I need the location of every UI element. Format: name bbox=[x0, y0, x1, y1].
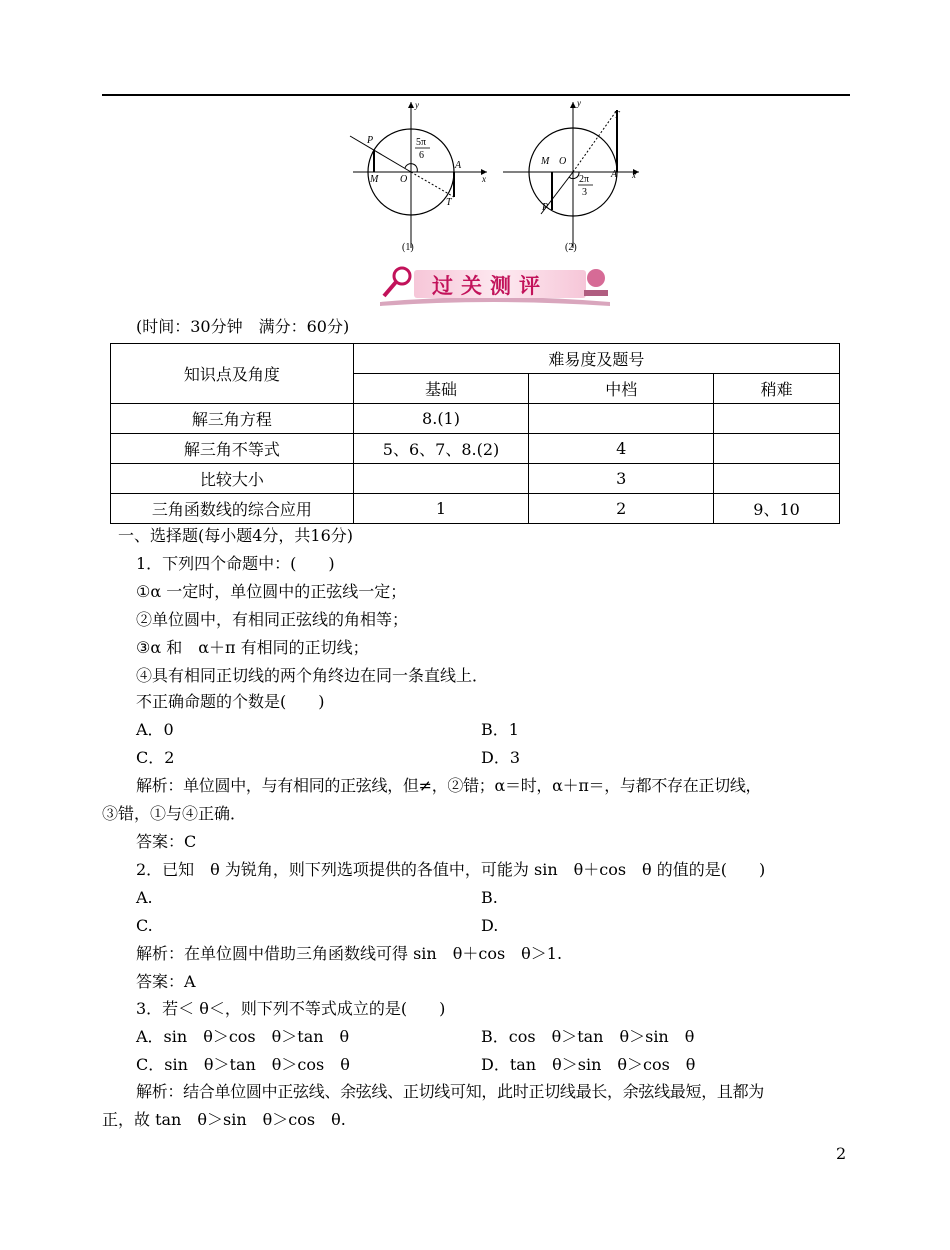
q1-stem: 1．下列四个命题中：( ) bbox=[136, 554, 335, 573]
cell-basic bbox=[353, 464, 529, 494]
cell-medium: 2 bbox=[529, 494, 714, 524]
q1-statement-3: ③α 和 α＋π 有相同的正切线； bbox=[136, 638, 369, 657]
fig2-angle-num: 2π bbox=[579, 174, 590, 185]
cell-medium: 4 bbox=[529, 434, 714, 464]
page-number: 2 bbox=[836, 1144, 847, 1163]
globe-icon bbox=[587, 269, 605, 287]
q2-answer: 答案：A bbox=[136, 972, 196, 991]
q2-option-a: A. bbox=[136, 888, 153, 907]
q3-option-c: C．sin θ＞tan θ＞cos θ bbox=[136, 1055, 350, 1074]
fig1-t-label: T bbox=[446, 197, 452, 208]
q1-analysis-cont: ③错，①与④正确． bbox=[102, 804, 247, 823]
table-row bbox=[111, 434, 840, 464]
fig2-y-label: y bbox=[577, 98, 581, 108]
cell-topic: 解三角方程 bbox=[111, 404, 354, 434]
q3-option-b: B．cos θ＞tan θ＞sin θ bbox=[481, 1027, 695, 1046]
level-hard: 稍难 bbox=[714, 374, 840, 404]
cell-hard bbox=[714, 434, 840, 464]
cell-topic: 解三角不等式 bbox=[111, 434, 354, 464]
q1-statement-2: ②单位圆中，有相同正弦线的角相等； bbox=[136, 610, 409, 629]
cell-basic: 5、6、7、8.(2) bbox=[353, 434, 529, 464]
q1-statement-4: ④具有相同正切线的两个角终边在同一条直线上． bbox=[136, 666, 489, 685]
q1-statement-1: ①α 一定时，单位圆中的正弦线一定； bbox=[136, 582, 407, 601]
q2-option-d: D. bbox=[481, 916, 499, 935]
level-medium: 中档 bbox=[529, 374, 714, 404]
table-row bbox=[111, 464, 840, 494]
header-rule bbox=[102, 94, 850, 96]
q2-option-c: C. bbox=[136, 916, 153, 935]
fig1-angle-num: 5π bbox=[416, 137, 427, 148]
fig1-p-label: P bbox=[367, 135, 374, 146]
time-info: (时间：30分钟 满分：60分) bbox=[136, 317, 350, 336]
cell-hard: 9、10 bbox=[714, 494, 840, 524]
fig1-y-label: y bbox=[415, 100, 419, 110]
table-row bbox=[111, 494, 840, 524]
cell-medium bbox=[529, 404, 714, 434]
fig2-t-label: T bbox=[614, 110, 620, 121]
q3-stem: 3．若＜ θ＜，则下列不等式成立的是( ) bbox=[136, 999, 446, 1018]
fig1-o-label: O bbox=[400, 174, 408, 185]
cell-topic: 比较大小 bbox=[111, 464, 354, 494]
cell-hard bbox=[714, 464, 840, 494]
fig1-x-label: x bbox=[482, 174, 486, 184]
q1-ask: 不正确命题的个数是( ) bbox=[136, 692, 325, 711]
q3-option-d: D．tan θ＞sin θ＞cos θ bbox=[481, 1055, 696, 1074]
q2-option-b: B. bbox=[481, 888, 498, 907]
level-basic: 基础 bbox=[353, 374, 529, 404]
cell-topic: 三角函数线的综合应用 bbox=[111, 494, 354, 524]
fig2-o-label: O bbox=[559, 156, 567, 167]
knowledge-table bbox=[110, 343, 840, 524]
banner-title: 过关测评 bbox=[432, 274, 548, 298]
q1-option-a: A．0 bbox=[136, 720, 174, 739]
cell-basic: 1 bbox=[353, 494, 529, 524]
magnifier-icon bbox=[394, 268, 410, 284]
q3-option-a: A．sin θ＞cos θ＞tan θ bbox=[136, 1027, 350, 1046]
fig2-caption: (2) bbox=[565, 242, 577, 253]
section-heading: 一、选择题(每小题4分，共16分) bbox=[118, 526, 354, 545]
header-group: 难易度及题号 bbox=[353, 344, 839, 374]
q3-analysis-cont: 正，故 tan θ＞sin θ＞cos θ. bbox=[102, 1110, 346, 1129]
q2-stem: 2．已知 θ 为锐角，则下列选项提供的各值中，可能为 sin θ＋cos θ 的值的是( ) bbox=[136, 860, 766, 879]
cell-basic: 8.(1) bbox=[353, 404, 529, 434]
fig2-m-label: M bbox=[541, 156, 550, 167]
fig2-p-label: P bbox=[542, 202, 549, 213]
fig1-a-label: A bbox=[455, 160, 462, 171]
q2-analysis: 解析：在单位圆中借助三角函数线可得 sin θ＋cos θ＞1. bbox=[136, 944, 563, 963]
fig1-angle-den: 6 bbox=[419, 150, 424, 161]
q1-option-c: C．2 bbox=[136, 748, 175, 767]
q1-option-d: D．3 bbox=[481, 748, 521, 767]
cell-hard bbox=[714, 404, 840, 434]
fig2-angle-den: 3 bbox=[582, 187, 587, 198]
fig2-x-label: x bbox=[632, 170, 636, 180]
unit-circle-figure-1 bbox=[345, 98, 495, 258]
cell-medium: 3 bbox=[529, 464, 714, 494]
q1-answer: 答案：C bbox=[136, 832, 197, 851]
q1-option-b: B．1 bbox=[481, 720, 519, 739]
fig2-a-label: A bbox=[611, 169, 618, 180]
unit-circle-figure-2 bbox=[497, 98, 647, 258]
fig1-m-label: M bbox=[370, 174, 379, 185]
fig1-caption: (1) bbox=[402, 242, 414, 253]
q1-analysis: 解析：单位圆中，与有相同的正弦线，但≠，②错；α＝时，α＋π＝，与都不存在正切线， bbox=[136, 776, 762, 795]
header-topic: 知识点及角度 bbox=[111, 344, 354, 404]
table-row bbox=[111, 404, 840, 434]
q3-analysis: 解析：结合单位圆中正弦线、余弦线、正切线可知，此时正切线最长，余弦线最短，且都为 bbox=[136, 1082, 765, 1101]
